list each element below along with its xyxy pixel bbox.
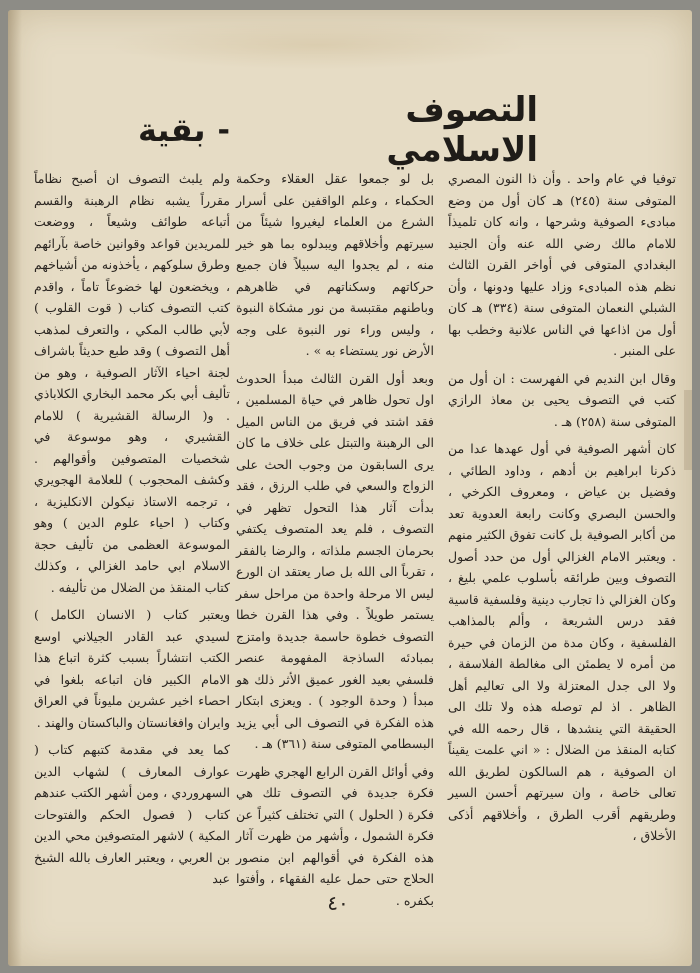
column-left [34, 168, 230, 888]
article-title [138, 90, 538, 170]
column-middle [236, 168, 434, 928]
paragraph: ولم يلبث التصوف ان أصبح نظاماً مقرراً يشبه نظام الرهبنة والقسم أتباعه طوائف وشيعاً ، ووضعت للمريدين قواعد وقوانين خاصة بآرائهم وطرق سلوكهم ، يأخذونه من أشياخهم ، ويخضعون لها خضوعاً تاماً ، واقدم كتب التصوف كتاب ( قوت القلوب ) لأبي طالب المكي ، والتعرف لمذهب أهل التصوف ) وقد طبع حديثاً باشراف لجنة احياء الآثار الصوفية ، وهو من تأليف أبي بكر محمد البخاري الكلاباذي . و( الرسالة القشيرية ) للامام القشيري ، وهو موسوعة في شخصيات المتصوفين وأقوالهم . وكشف المحجوب ) للعلامة الهجويري ، ترجمه الاستاذ نيكولن الانكليزية ، وكتاب ( احياء علوم الدين ) وهو الموسوعة العظمى من تأليف حجة الاسلام ابي حامد الغزالي ، وكذلك كتاب المنقذ من الضلال من تأليفه . [34, 171, 230, 595]
page-number: ٤٠ [327, 891, 349, 915]
binding-shadow [8, 10, 22, 966]
title-continuation: بقية [138, 111, 206, 149]
paragraph: كما يعد في مقدمة كتبهم كتاب ( عوارف المعارف ) لشهاب الدين السهروردي ، ومن أشهر الكتب عندهم كتاب ( فصول الحكم والفتوحات المكية ) لاشهر المتصوفين محي الدين بن العربي ، ويعتبر العارف بالله الشيخ عبد [34, 742, 230, 886]
document-page [8, 10, 692, 966]
paragraph: توفيا في عام واحد . وأن ذا النون المصري المتوفى سنة (٢٤٥) هـ كان أول من وضع مبادىء الصوفية وشرحها ، وانه كان تلميذاً للامام مالك رضي الله عنه وأن الجنيد البغدادي المتوفى في أواخر القرن الثالث نظم هذه المبادىء وزاد عليها ودونها ، وأن الشبلي النعمان المتوفى سنة (٣٣٤) هـ كان أول من اذاعها في الناس علانية وخطب بها على المنبر . [448, 171, 676, 358]
title-main: التصوف الاسلامي [386, 90, 538, 170]
paragraph: وفي أوائل القرن الرابع الهجري ظهرت فكرة جديدة في التصوف تلك هي فكرة ( الحلول ) التي تختلف كثيراً عن فكرة الشمول ، وأشهر من ظهرت آثار هذه الفكرة في أقوالهم ابن منصور الحلاج حتى حمل عليه الفقهاء ، وأفتوا بكفره . [236, 763, 434, 908]
paragraph: بل لو جمعوا عقل العقلاء وحكمة الحكماء ، وعلم الواقفين على أسرار الشرع من العلماء ليغيروا شيئاً من سيرتهم وأخلاقهم ويبدلوه بما هو خير منه ، لم يجدوا اليه سبيلاً فان جميع حركاتهم وسكناتهم في ظاهرهم وباطنهم مقتبسة من نور مشكاة النبوة ، وليس وراء نور النبوة على وجه الأرض نور يستضاء به » . [236, 171, 434, 358]
title-dash: - [217, 112, 230, 148]
paragraph: وبعد أول القرن الثالث مبدأ الحدوث اول تحول ظاهر في حياة المسلمين ، فقد اشتد في فريق من الناس الميل الى الرهبنة والتبتل على خلاف ما كان يرى السابقون من وجوب الحث على الزواج والسعي في طلب الرزق ، فقد بدأت آثار هذا التحول تظهر في التصوف ، فلم يعد المتصوف يكتفي بحرمان الجسم ملذاته ، والرضا بالفقر ، تقرباً الى الله بل صار يعتقد ان الورع ليس الا مرحلة واحدة من مراحل سفر يستمر طويلاً . وفي هذا القرن خطا التصوف خطوة حاسمة جديدة وامتزج بمبادئه الساذجة المفهومة عنصر فلسفي بعيد الغور عميق الأثر ذلك هو مبدأ ( وحدة الوجود ) . ويعزى ابتكار هذه الفكرة في التصوف الى أبي يزيد البسطامي المتوفى سنة (٣٦١) هـ . [236, 370, 434, 751]
paragraph: وقال ابن النديم في الفهرست : ان أول من كتب في التصوف يحيى بن معاذ الرازي المتوفى سنة (٢٥٨) هـ . [448, 370, 676, 429]
paragraph: كان أشهر الصوفية في أول عهدها عدا من ذكرنا ابراهيم بن أدهم ، وداود الطائي ، وفضيل بن عياض ، ومعروف الكرخي ، والحسن البصري وكانت رابعة العدوية تعد من أكابر الصوفية بل كانت تفوق الكثير منهم . ويعتبر الامام الغزالي أول من حدد أصول التصوف وبين طرائقه بأسلوب علمي بليغ ، وكان الغزالي ذا تجارب دينية وفلسفية قاسية فقد درس الشريعة ، وألم بالمذاهب الفلسفية ، وكان مدة من الزمان في حيرة من أمره لا يطمئن الى مغالطة الفلاسفة ، ولا الى جدل المعتزلة ولا الى تعاليم أهل الظاهر . اذ لم توصله هذه ولا تلك الى الحقيقة التي ينشدها ، قال رحمه الله في كتابه المنقذ من الضلال : « اني علمت يقيناً ان الصوفية ، هم السالكون لطريق الله تعالى خاصة ، وان سيرتهم أحسن السير وطريقهم أقرب الطرق ، وأخلاقهم أذكى الأخلاق ، [448, 441, 676, 843]
paragraph: ويعتبر كتاب ( الانسان الكامل ) لسيدي عبد القادر الجيلاني اوسع الكتب انتشاراً بسبب كثرة اتباع هذا الامام الكبير فان اتباعه بلغوا في احصاء اخير عشرين مليوناً في العراق وايران وافغانستان والباكستان والهند . [34, 607, 230, 730]
column-right [448, 168, 676, 868]
paper-stain [108, 20, 528, 70]
page-edge-wear [684, 390, 692, 470]
